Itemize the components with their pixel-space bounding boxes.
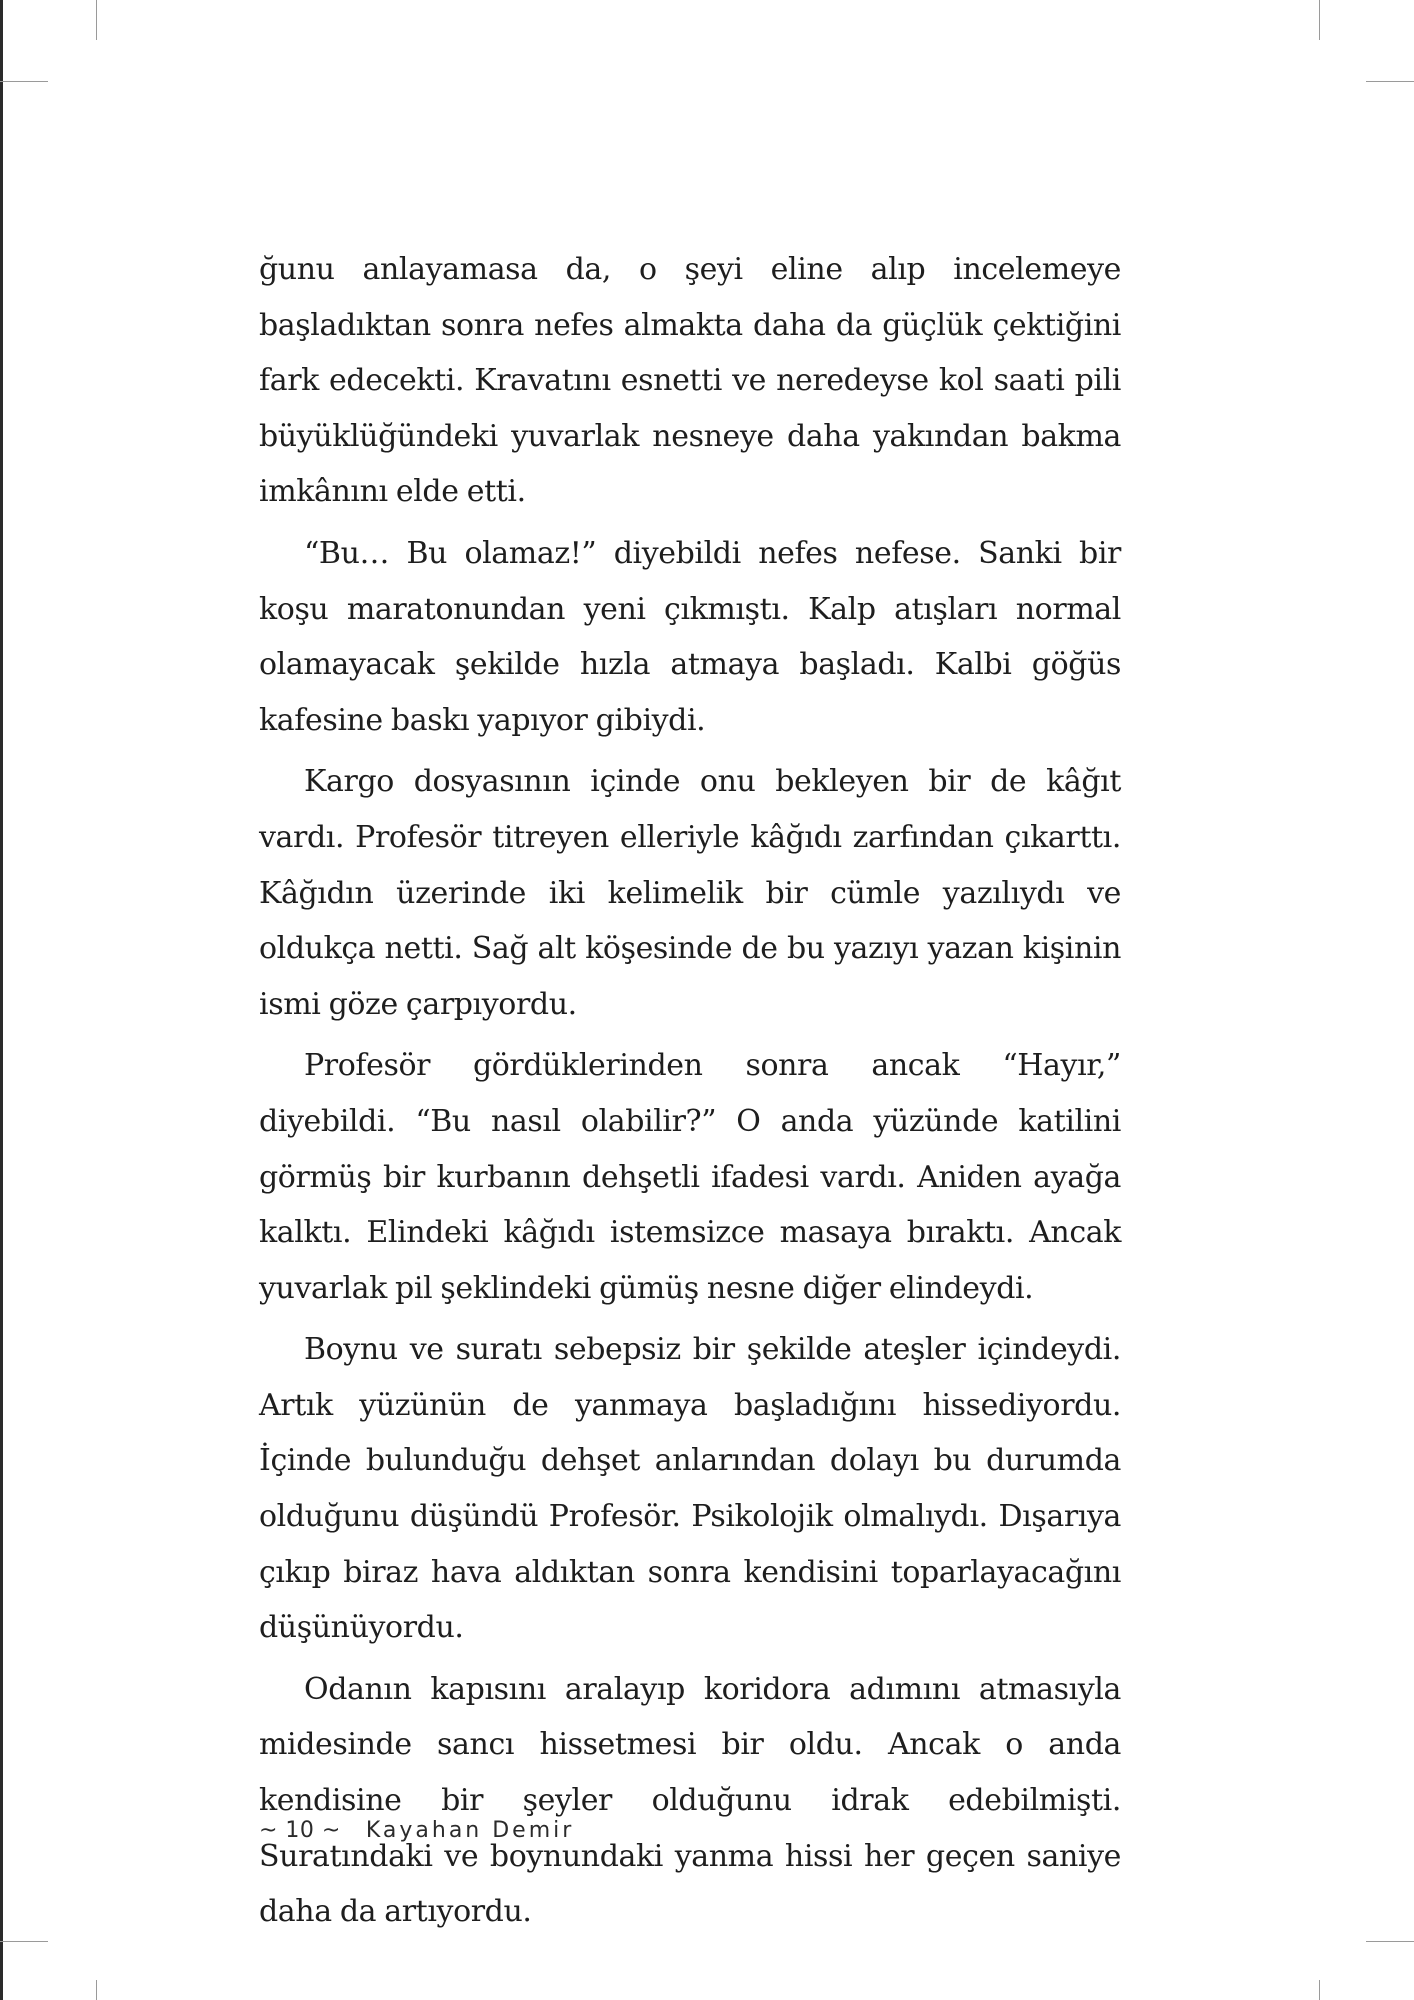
- paragraph-5: Boynu ve suratı sebepsiz bir şekilde ateşler içindeydi. Artık yüzünün de yanmaya başladığını hissediyordu. İçinde bulunduğu dehşet anlarından dolayı bu durumda olduğunu düşündü Profesör. Psikolojik olmalıydı. Dışarıya çıkıp biraz hava aldıktan sonra kendisini toparlayacağını düşünüyordu.: [259, 1332, 1121, 1646]
- crop-mark-bottom-left: [96, 1980, 97, 2000]
- body-text: [259, 242, 1121, 1946]
- paragraph-2: “Bu… Bu olamaz!” diyebildi nefes nefese. Sanki bir koşu maratonundan yeni çıkmıştı. Kalp atışları normal olamayacak şekilde hızla atmaya başladı. Kalbi göğüs kafesine baskı yapıyor gibiydi.: [259, 535, 1121, 738]
- paragraph-3: Kargo dosyasının içinde onu bekleyen bir de kâğıt vardı. Profesör titreyen elleriyle kâğıdı zarfından çıkarttı. Kâğıdın üzerinde iki kelimelik bir cümle yazılıydı ve oldukça netti. Sağ alt köşesinde de bu yazıyı yazan kişinin ismi göze çarpıyordu.: [259, 764, 1121, 1022]
- paragraph-6: Odanın kapısını aralayıp koridora adımını atmasıyla midesinde sancı hissetmesi bir oldu. Ancak o anda kendisine bir şeyler olduğunu idrak edebilmişti. Suratındaki ve boynundaki yanma hissi her geçen saniye daha da artıyordu.: [259, 1671, 1121, 1930]
- crop-mark-right-bottom: [1366, 1941, 1414, 1942]
- paragraph-4: Profesör gördüklerinden sonra ancak “Hayır,” diyebildi. “Bu nasıl olabilir?” O anda yüzünde katilini görmüş bir kurbanın dehşetli ifadesi vardı. Aniden ayağa kalktı. Elindeki kâğıdı istemsizce masaya bıraktı. Ancak yuvarlak pil şeklindeki gümüş nesne diğer elindeydi.: [259, 1048, 1121, 1306]
- crop-mark-left-top: [0, 81, 48, 82]
- author-name: Kayahan Demir: [365, 1818, 575, 1843]
- crop-mark-left-bottom: [0, 1941, 48, 1942]
- page-number: ~ 10 ~: [259, 1818, 341, 1843]
- page-binding-edge: [0, 0, 3, 2000]
- crop-mark-bottom-right: [1319, 1980, 1320, 2000]
- crop-mark-top-left: [96, 0, 97, 40]
- crop-mark-top-right: [1319, 0, 1320, 40]
- page-footer: [259, 1818, 574, 1843]
- crop-mark-right-top: [1366, 81, 1414, 82]
- paragraph-1: ğunu anlayamasa da, o şeyi eline alıp incelemeye başladıktan sonra nefes almakta daha da güçlük çektiğini fark edecekti. Kravatını esnetti ve neredeyse kol saati pili büyüklüğündeki yuvarlak nesneye daha yakından bakma imkânını elde etti.: [259, 252, 1121, 510]
